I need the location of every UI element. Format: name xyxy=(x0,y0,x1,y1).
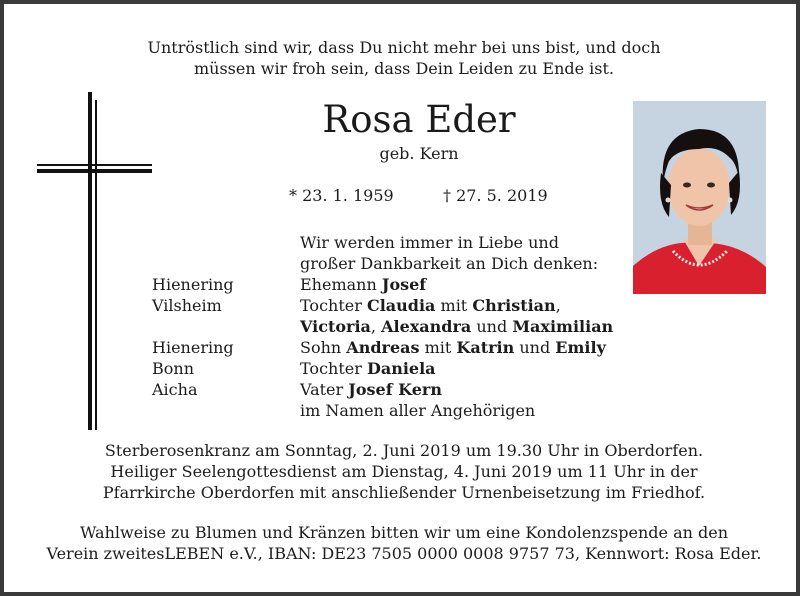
service-line-1: Sterberosenkranz am Sonntag, 2. Juni 2019 um 19.30 Uhr in Oberdorfen. xyxy=(104,441,704,460)
tribute-line-2: großer Dankbarkeit an Dich denken: xyxy=(300,254,599,273)
mourner-entry: Tochter Claudia mit Christian, xyxy=(300,296,561,315)
portrait-photo xyxy=(633,101,766,294)
mourner-entry: Ehemann Josef xyxy=(300,275,427,294)
mourner-place: Hienering xyxy=(152,275,234,294)
death-date: † 27. 5. 2019 xyxy=(443,186,548,205)
service-line-2: Heiliger Seelengottesdienst am Dienstag, 4. Juni 2019 um 11 Uhr in der xyxy=(110,462,698,481)
mourner-place: Hienering xyxy=(152,338,234,357)
mourner-place: Bonn xyxy=(152,359,194,378)
tribute-line-1: Wir werden immer in Liebe und xyxy=(300,233,559,252)
mourner-entry: Tochter Daniela xyxy=(300,359,436,378)
mourner-place: Vilsheim xyxy=(152,296,222,315)
mourner-entry: im Namen aller Angehörigen xyxy=(300,401,536,420)
mourner-entry: Sohn Andreas mit Katrin und Emily xyxy=(300,338,606,357)
mourner-entry: Victoria, Alexandra und Maximilian xyxy=(300,317,614,336)
birth-date: * 23. 1. 1959 xyxy=(289,186,394,205)
service-line-3: Pfarrkirche Oberdorfen mit anschließender Urnenbeisetzung im Friedhof. xyxy=(102,483,706,502)
intro-line-1: Untröstlich sind wir, dass Du nicht mehr bei uns bist, und doch xyxy=(147,38,661,57)
maiden-name: geb. Kern xyxy=(379,144,459,163)
intro-line-2: müssen wir froh sein, dass Dein Leiden zu Ende ist. xyxy=(193,59,615,78)
donation-line-1: Wahlweise zu Blumen und Kränzen bitten wir um eine Kondolenzspende an den xyxy=(79,523,729,542)
mourner-place: Aicha xyxy=(152,380,198,399)
deceased-name: Rosa Eder xyxy=(322,98,516,141)
mourner-entry: Vater Josef Kern xyxy=(300,380,442,399)
donation-line-2: Verein zweitesLEBEN e.V., IBAN: DE23 7505 0000 0008 9757 73, Kennwort: Rosa Eder. xyxy=(46,544,762,563)
